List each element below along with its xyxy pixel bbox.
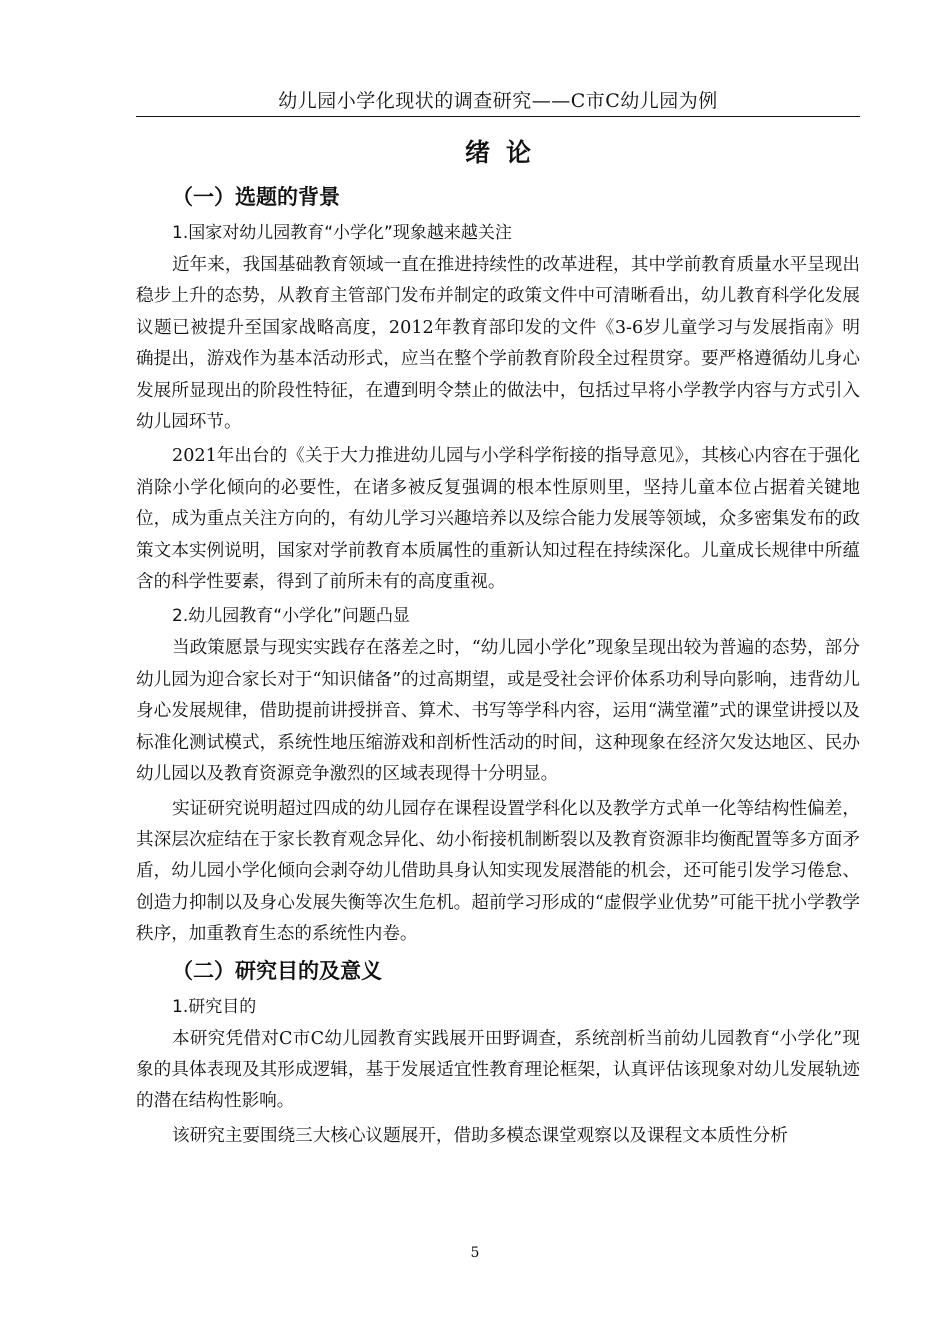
running-header: 幼儿园小学化现状的调查研究——C市C幼儿园为例	[136, 88, 860, 117]
page-number: 5	[470, 1245, 480, 1261]
body-paragraph: 2021年出台的《关于大力推进幼儿园与小学科学衔接的指导意见》，其核心内容在于强化消除小学化倾向的必要性，在诸多被反复强调的根本性原则里，坚持儿童本位占据着关键地位，成为重点关注方向的，有幼儿学习兴趣培养以及综合能力发展等领域，众多密集发布的政策文本实例说明，国家对学前教育本质属性的重新认知过程在持续深化。儿童成长规律中所蕴含的科学性要素，得到了前所未有的高度重视。	[136, 446, 860, 593]
body-paragraph: 实证研究说明超过四成的幼儿园存在课程设置学科化以及教学方式单一化等结构性偏差，其深层次症结在于家长教育观念异化、幼小衔接机制断裂以及教育资源非均衡配置等多方面矛盾，幼儿园小学化倾向会剥夺幼儿借助具身认知实现发展潜能的机会，还可能引发学习倦怠、创造力抑制以及身心发展失衡等次生危机。超前学习形成的“虚假学业优势”可能干扰小学教学秩序，加重教育生态的系统性内卷。	[136, 798, 860, 945]
body-paragraph: 当政策愿景与现实实践存在落差之时，“幼儿园小学化”现象呈现出较为普遍的态势，部分幼儿园为迎合家长对于“知识储备”的过高期望，或是受社会评价体系功利导向影响，违背幼儿身心发展规律，借助提前讲授拼音、算术、书写等学科内容，运用“满堂灌”式的课堂讲授以及标准化测试模式，系统性地压缩游戏和剖析性活动的时间，这种现象在经济欠发达地区、民办幼儿园以及教育资源竞争激烈的区域表现得十分明显。	[136, 638, 860, 785]
section-heading: （一）选题的背景	[172, 185, 340, 209]
section-heading: （二）研究目的及意义	[172, 958, 382, 983]
subsection-heading: 1.国家对幼儿园教育“小学化”现象越来越关注	[172, 223, 512, 243]
body-paragraph: 近年来，我国基础教育领域一直在推进持续性的改革进程，其中学前教育质量水平呈现出稳步上升的态势，从教育主管部门发布并制定的政策文件中可清晰看出，幼儿教育科学化发展议题已被提升至国家战略高度，2012年教育部印发的文件《3-6岁儿童学习与发展指南》明确提出，游戏作为基本活动形式，应当在整个学前教育阶段全过程贯穿。要严格遵循幼儿身心发展所显现出的阶段性特征，在遭到明令禁止的做法中，包括过早将小学教学内容与方式引入幼儿园环节。	[136, 255, 860, 433]
page-body	[136, 130, 860, 1155]
body-paragraph: 本研究凭借对C市C幼儿园教育实践展开田野调查，系统剖析当前幼儿园教育“小学化”现象的具体表现及其形成逻辑，基于发展适宜性教育理论框架，认真评估该现象对幼儿发展轨迹的潜在结构性影响。	[136, 1028, 860, 1112]
body-paragraph: 该研究主要围绕三大核心议题展开，借助多模态课堂观察以及课程文本质性分析	[172, 1125, 788, 1146]
chapter-title: 绪论	[464, 138, 547, 167]
subsection-heading: 2.幼儿园教育“小学化”问题凸显	[172, 606, 410, 627]
subsection-heading: 1.研究目的	[172, 996, 257, 1017]
